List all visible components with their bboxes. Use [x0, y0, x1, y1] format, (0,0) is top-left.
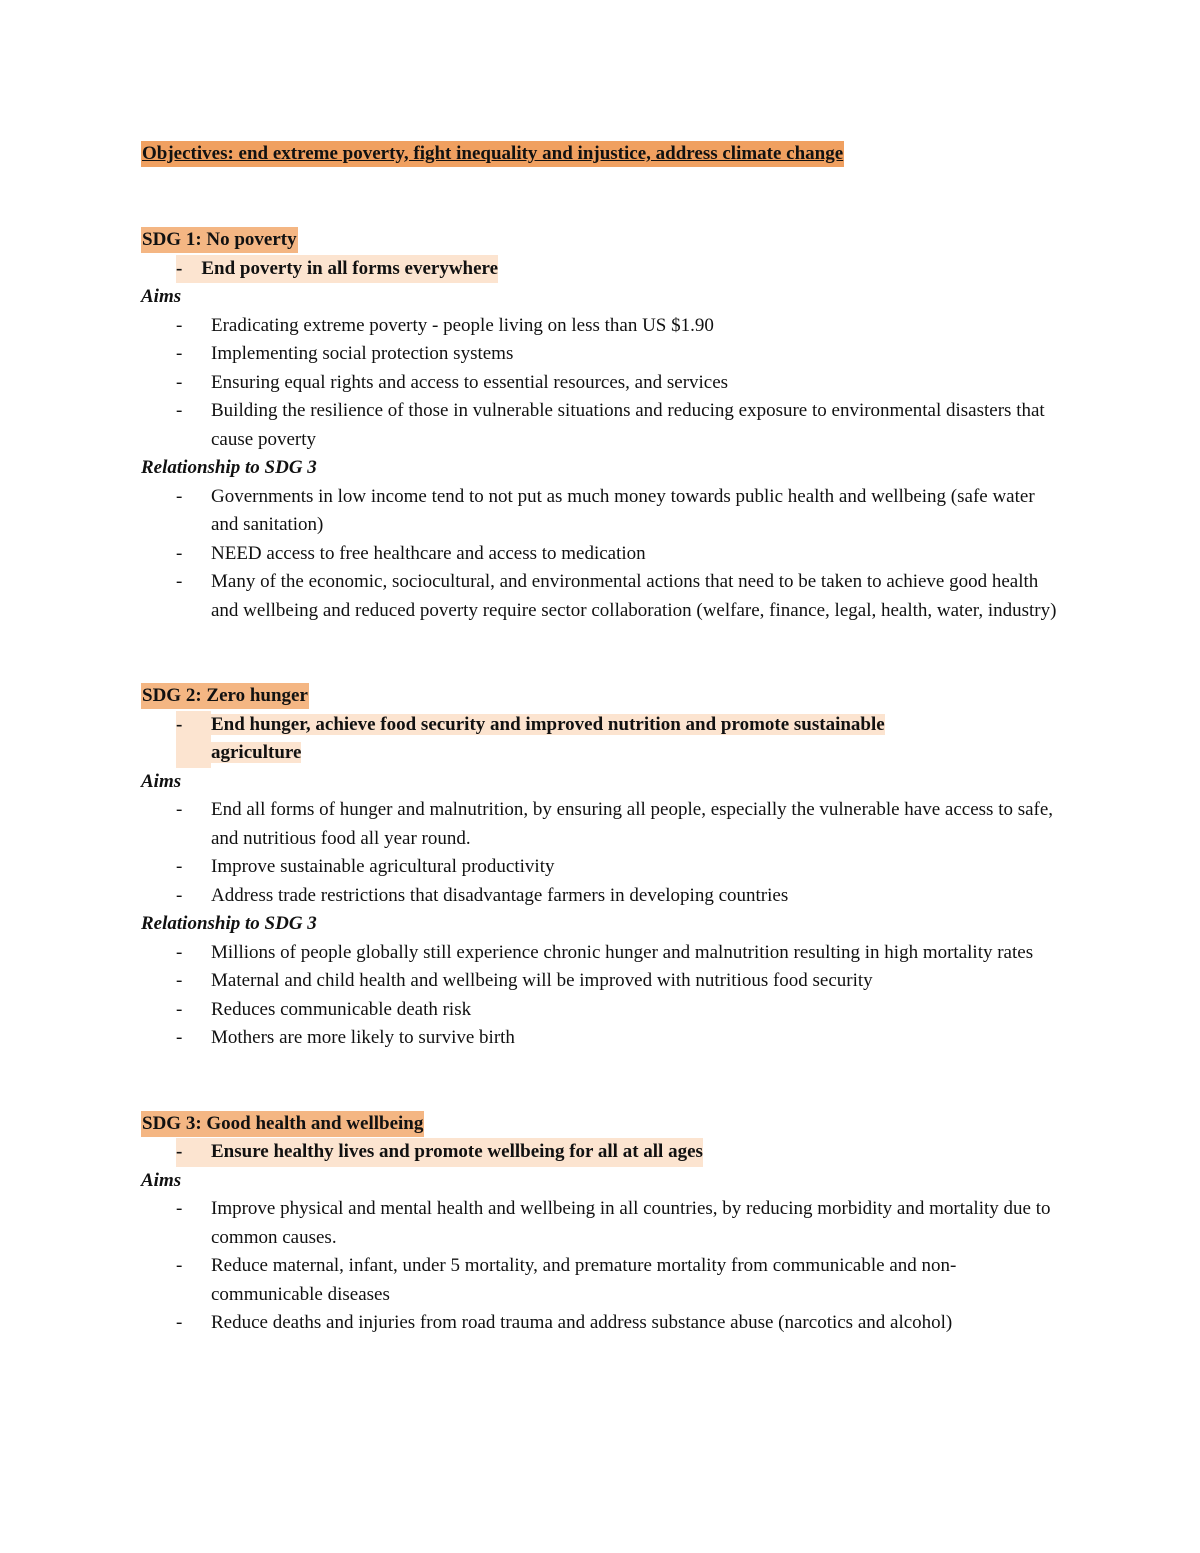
sdg2-goal-line2: agriculture [211, 742, 302, 763]
list-item-text: Reduces communicable death risk [211, 998, 472, 1020]
sdg1-title: SDG 1: No poverty [141, 227, 298, 253]
sdg3-goal-text: Ensure healthy lives and promote wellbeing for all at all ages [211, 1138, 703, 1167]
goal-dash: - [176, 1138, 211, 1167]
list-item [141, 340, 1071, 369]
bullet-dash: - [176, 856, 183, 877]
sdg1-goal [141, 255, 1071, 284]
sdg2-goal [141, 711, 1071, 768]
sdg1-goal-text [176, 255, 498, 284]
list-item [141, 796, 1071, 853]
list-item-text: Maternal and child health and wellbeing will be improved with nutritious food security [211, 970, 873, 991]
sdg2-relationship-list [141, 939, 1071, 1053]
bullet-dash: - [176, 400, 183, 421]
list-item [141, 1309, 1071, 1338]
sdg3-aims-label: Aims [141, 1169, 182, 1191]
bullet-dash: - [176, 1312, 183, 1333]
list-item-text: Reduce maternal, infant, under 5 mortality, and premature mortality from communicable and non-communicable diseases [211, 1255, 957, 1305]
bullet-dash: - [176, 571, 183, 592]
bullet-dash: - [176, 941, 183, 963]
sdg2-aims-list [141, 796, 1071, 910]
list-item [141, 397, 1071, 454]
bullet-dash: - [176, 542, 183, 564]
list-item [141, 369, 1071, 398]
goal-dash: - [176, 257, 183, 279]
bullet-dash: - [176, 884, 183, 906]
list-item-text: Millions of people globally still experience chronic hunger and malnutrition resulting in high mortality rates [211, 941, 1034, 963]
sdg1-section [141, 226, 1071, 625]
bullet-dash: - [176, 371, 183, 393]
list-item [141, 1195, 1071, 1252]
list-item-text: NEED access to free healthcare and access to medication [211, 542, 646, 564]
list-item-text: Many of the economic, sociocultural, and environmental actions that need to be taken to achieve good health and wellbeing and reduced poverty require sector collaboration (welfare, finance, legal, health, water, industry) [211, 571, 1057, 621]
list-item [141, 882, 1071, 911]
list-item-text: Improve sustainable agricultural productivity [211, 856, 555, 877]
objectives-line [141, 141, 1071, 169]
bullet-dash: - [176, 1027, 183, 1048]
list-item [141, 540, 1071, 569]
objectives-heading: Objectives: end extreme poverty, fight inequality and injustice, address climate change [141, 141, 844, 167]
bullet-dash: - [176, 970, 183, 991]
goal-dash: - [176, 711, 211, 768]
sdg2-section [141, 682, 1071, 1053]
list-item [141, 568, 1071, 625]
sdg2-aims-label: Aims [141, 770, 182, 792]
list-item [141, 967, 1071, 996]
list-item-text: Ensuring equal rights and access to essential resources, and services [211, 371, 729, 393]
sdg2-goal-line1: End hunger, achieve food security and improved nutrition and promote sustainable [211, 713, 885, 735]
list-item-text: Governments in low income tend to not put as much money towards public health and wellbeing (safe water and sanitation) [211, 485, 1035, 535]
sdg1-goal-label: End poverty in all forms everywhere [201, 257, 499, 279]
sdg2-goal-text [211, 711, 1031, 768]
list-item-text: End all forms of hunger and malnutrition, by ensuring all people, especially the vulnerable have access to safe, and nutritious food all year round. [211, 799, 1054, 849]
list-item-text: Implementing social protection systems [211, 343, 514, 364]
sdg2-title: SDG 2: Zero hunger [141, 683, 309, 709]
list-item-text: Building the resilience of those in vulnerable situations and reducing exposure to environmental disasters that cause poverty [211, 400, 1045, 450]
sdg2-relationship-label: Relationship to SDG 3 [141, 913, 317, 934]
bullet-dash: - [176, 1255, 183, 1276]
list-item-text: Address trade restrictions that disadvantage farmers in developing countries [211, 884, 789, 906]
bullet-dash: - [176, 343, 183, 364]
sdg1-relationship-label: Relationship to SDG 3 [141, 457, 317, 478]
bullet-dash: - [176, 485, 183, 507]
list-item [141, 996, 1071, 1025]
sdg1-aims-list [141, 312, 1071, 455]
list-item [141, 939, 1071, 968]
bullet-dash: - [176, 314, 183, 336]
list-item [141, 1252, 1071, 1309]
list-item-text: Improve physical and mental health and wellbeing in all countries, by reducing morbidity and mortality due to common causes. [211, 1198, 1051, 1248]
sdg3-goal [141, 1138, 1071, 1167]
bullet-dash: - [176, 998, 183, 1020]
list-item-text: Eradicating extreme poverty - people living on less than US $1.90 [211, 314, 714, 336]
sdg3-aims-list [141, 1195, 1071, 1338]
list-item-text: Mothers are more likely to survive birth [211, 1027, 515, 1048]
sdg1-aims-label: Aims [141, 286, 182, 307]
list-item [141, 853, 1071, 882]
list-item [141, 312, 1071, 341]
list-item [141, 483, 1071, 540]
sdg3-title: SDG 3: Good health and wellbeing [141, 1111, 424, 1137]
bullet-dash: - [176, 1198, 183, 1219]
document-page [141, 141, 1071, 1338]
list-item-text: Reduce deaths and injuries from road trauma and address substance abuse (narcotics and alcohol) [211, 1312, 953, 1333]
list-item [141, 1024, 1071, 1053]
sdg3-section [141, 1110, 1071, 1338]
bullet-dash: - [176, 799, 183, 820]
sdg1-relationship-list [141, 483, 1071, 626]
